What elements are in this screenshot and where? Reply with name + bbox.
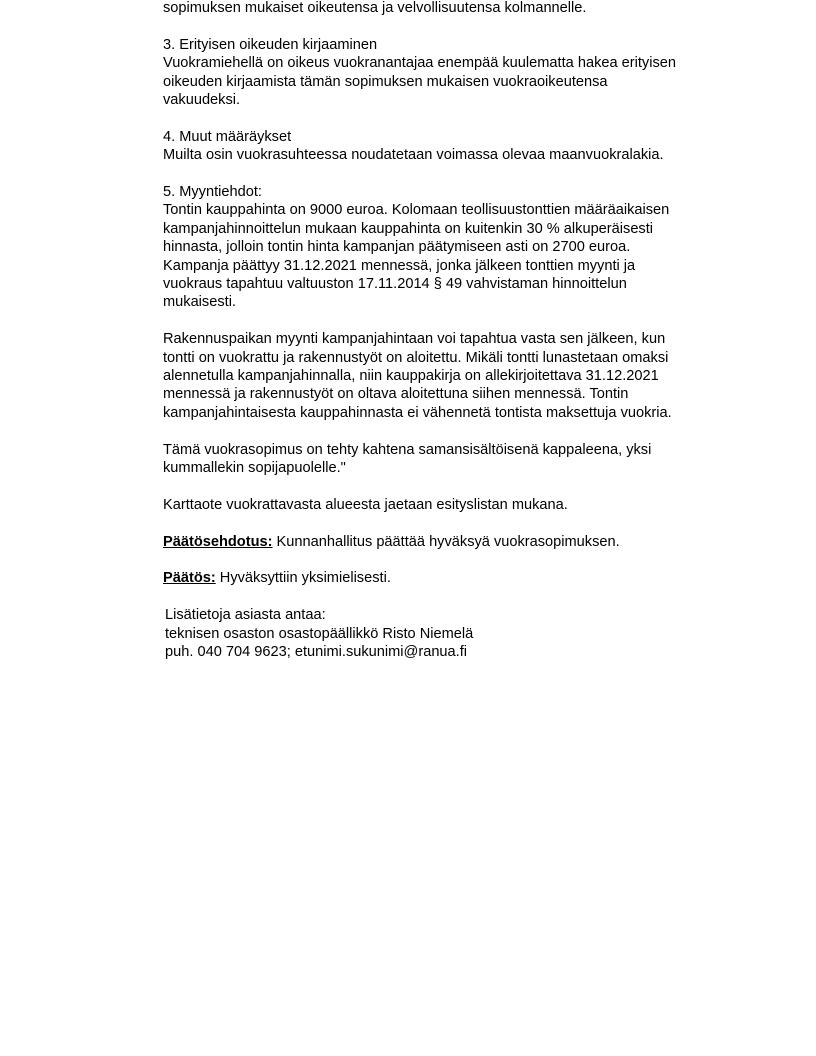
proposal-line [163, 533, 743, 551]
proposal-text: Kunnanhallitus päättää hyväksyä vuokrasopimuksen. [272, 533, 620, 550]
text-line: alennetulla kampanjahinnalla, niin kauppakirja on allekirjoitettava 31.12.2021 [163, 368, 659, 385]
text-line: Karttaote vuokrattavasta alueesta jaetaan esityslistan mukana. [163, 496, 568, 513]
text-line: mukaisesti. [163, 294, 236, 311]
contact-phone-email: puh. 040 704 9623; etunimi.sukunimi@ranua.fi [165, 644, 468, 661]
section-5-myyntiehdot [163, 183, 743, 312]
contact-intro: Lisätietoja asiasta antaa: [165, 607, 326, 624]
contact-person: teknisen osaston osastopäällikkö Risto Niemelä [165, 625, 474, 642]
text-line: Kampanja päättyy 31.12.2021 mennessä, jonka jälkeen tonttien myynti ja [163, 257, 636, 274]
text-line: Muilta osin vuokrasuhteessa noudatetaan voimassa olevaa maanvuokralakia. [163, 147, 664, 164]
text-line: oikeuden kirjaamista tämän sopimuksen mukaisen vuokraoikeutensa [163, 73, 608, 90]
text-line: Tämä vuokrasopimus on tehty kahtena samansisältöisenä kappaleena, yksi [163, 441, 652, 458]
copies-paragraph [163, 441, 743, 478]
section-3-erityisen-oikeuden-kirjaaminen [163, 36, 743, 110]
sale-terms-paragraph [163, 330, 743, 422]
decision-paragraph [163, 569, 743, 587]
section-heading: 3. Erityisen oikeuden kirjaaminen [163, 36, 378, 53]
decision-text: Hyväksyttiin yksimielisesti. [215, 570, 391, 587]
text-line: kummallekin sopijapuolelle." [163, 460, 346, 477]
section-4-muut-maaraykset [163, 128, 743, 165]
text-line: Vuokramiehellä on oikeus vuokranantajaa enempää kuulematta hakea erityisen [163, 55, 676, 72]
section-heading: 5. Myyntiehdot: [163, 184, 262, 201]
text-line: tontti on vuokrattu ja rakennustyöt on aloitettu. Mikäli tontti lunastetaan omaksi [163, 349, 669, 366]
proposal-label: Päätösehdotus: [163, 533, 273, 550]
document-body [163, 0, 743, 680]
contact-info [165, 606, 743, 661]
proposal-paragraph [163, 533, 743, 551]
text-line: kampanjahinnoittelun mukaan kauppahinta on kuitenkin 30 % alkuperäisesti [163, 220, 654, 237]
continuation-paragraph [163, 0, 743, 17]
decision-line [163, 569, 743, 587]
text-line: Rakennuspaikan myynti kampanjahintaan voi tapahtua vasta sen jälkeen, kun [163, 331, 666, 348]
text-line: hinnasta, jolloin tontin hinta kampanjan päätymiseen asti on 2700 euroa. [163, 239, 631, 256]
map-note-paragraph [163, 496, 743, 514]
text-line: vuokraus tapahtuu valtuuston 17.11.2014 § 49 vahvistaman hinnoittelun [163, 276, 627, 293]
text-line: Tontin kauppahinta on 9000 euroa. Kolomaan teollisuustonttien määräaikaisen [163, 202, 670, 219]
decision-label: Päätös: [163, 570, 216, 587]
text-line: mennessä ja rakennustyöt on oltava aloitettuna siihen mennessä. Tontin [163, 386, 629, 403]
text-line: sopimuksen mukaiset oikeutensa ja velvollisuutensa kolmannelle. [163, 0, 587, 16]
text-line: kampanjahintaisesta kauppahinnasta ei vähennetä tontista maksettuja vuokria. [163, 404, 672, 421]
section-heading: 4. Muut määräykset [163, 128, 292, 145]
text-line: vakuudeksi. [163, 92, 241, 109]
